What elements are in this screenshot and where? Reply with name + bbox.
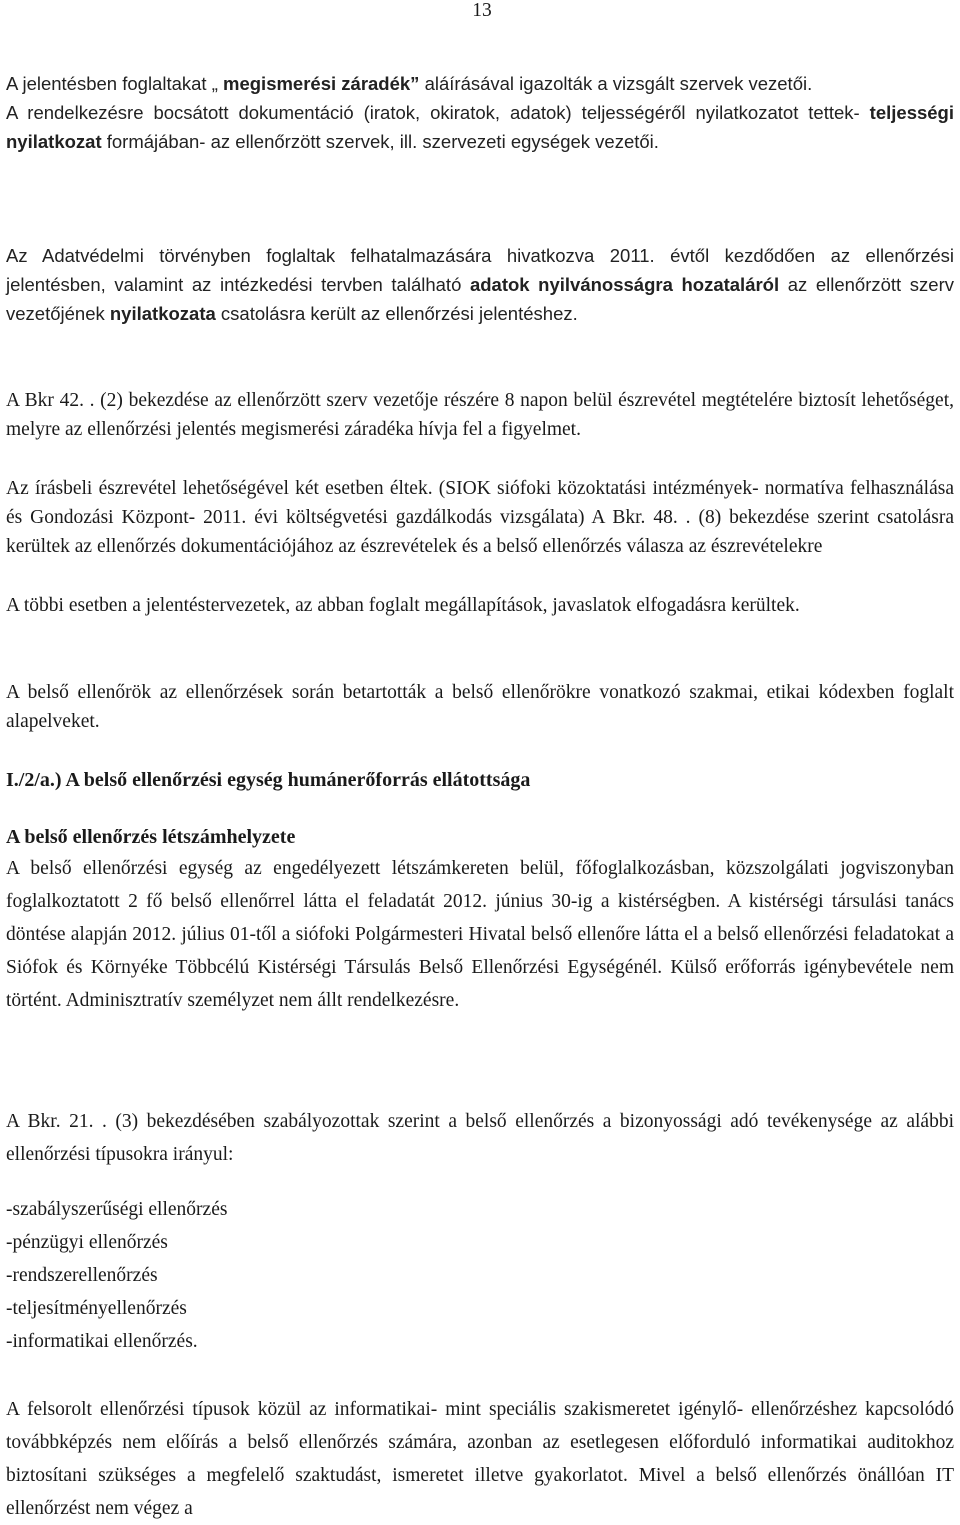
paragraph-closing-clause: A jelentésben foglaltakat „ megismerési záradék” aláírásával igazolták a vizsgált szervek vezetői. A rendelkezésre bocsátott dokumentáció (iratok, okiratok, adatok) teljességéről nyilatkozatot tettek- teljességi nyilatkozat formájában- az ellenőrzött szervek, ill. szervezeti egységek vezetői. bbox=[6, 73, 954, 152]
list-item: -szabályszerűségi ellenőrzés bbox=[6, 1199, 228, 1220]
paragraph-it-audit: A felsorolt ellenőrzési típusok közül az informatikai- mint speciális szakismeretet igénylő- ellenőrzéshez kapcsolódó továbbképzés nem előírás a belső ellenőrzés számára, azonban az esetlegesen előforduló informatikai auditokhoz biztosítani szükséges a megfelelő szaktudást, ismeretet illetve gyakorlatot. Mivel a belső ellenőrzés önállóan IT ellenőrzést nem végez a bbox=[6, 1399, 954, 1519]
audit-type-list bbox=[6, 1193, 954, 1358]
bold-term-closing-clause: megismerési záradék” bbox=[223, 73, 420, 94]
subsection-heading: A belső ellenőrzés létszámhelyzete bbox=[6, 826, 296, 848]
paragraph-ethics: A belső ellenőrök az ellenőrzések során betartották a belső ellenőrökre vonatkozó szakmai, etikai kódexben foglalt alapelveket. bbox=[6, 682, 954, 732]
list-item: -rendszerellenőrzés bbox=[6, 1265, 158, 1286]
section-heading: I./2/a.) A belső ellenőrzési egység humánerőforrás ellátottsága bbox=[6, 769, 531, 791]
bold-term-statement: nyilatkozata bbox=[109, 303, 216, 324]
page-number: 13 bbox=[472, 0, 492, 21]
list-item: -teljesítményellenőrzés bbox=[6, 1298, 187, 1319]
paragraph-written-remarks: Az írásbeli észrevétel lehetőségével két esetben éltek. (SIOK siófoki közoktatási intézmények- normatíva felhasználása és Gondozási Központ- 2011. évi költségvetési gazdálkodás vizsgálata) A Bkr. 48. . (8) bekezdése szerint csatolásra kerültek az ellenőrzés dokumentációjához az észrevételek és a belső ellenőrzés válasza az észrevételekre bbox=[6, 478, 954, 557]
paragraph-data-protection: Az Adatvédelmi törvényben foglaltak felhatalmazására hivatkozva 2011. évtől kezdődően az ellenőrzési jelentésben, valamint az intézkedési tervben található adatok nyilvánosságra hozataláról az ellenőrzött szerv vezetőjének nyilatkozata csatolásra került az ellenőrzési jelentéshez. bbox=[6, 245, 954, 324]
paragraph-other-cases: A többi esetben a jelentéstervezetek, az abban foglalt megállapítások, javaslatok elfogadásra kerültek. bbox=[6, 595, 800, 616]
list-item: -informatikai ellenőrzés. bbox=[6, 1331, 198, 1352]
bold-term-data-publication: adatok nyilvánosságra hozataláról bbox=[469, 274, 780, 295]
bold-term-completeness-statement: teljességi nyilatkozat bbox=[6, 102, 954, 152]
list-item: -pénzügyi ellenőrzés bbox=[6, 1232, 168, 1253]
paragraph-bkr-42: A Bkr 42. . (2) bekezdése az ellenőrzött szerv vezetője részére 8 napon belül észrevétel megtételére biztosít lehetőséget, melyre az ellenőrzési jelentés megismerési záradéka hívja fel a figyelmet. bbox=[6, 390, 954, 440]
paragraph-staffing: A belső ellenőrzési egység az engedélyezett létszámkereten belül, főfoglalkozásban, közszolgálati jogviszonyban foglalkoztatott 2 fő belső ellenőrrel látta el feladatát 2012. június 30-ig a kistérségben. A kistérségi társulási tanács döntése alapján 2012. július 01-től a siófoki Polgármesteri Hivatal belső ellenőre látta el a belső ellenőrzési feladatokat a Siófok és Környéke Többcélú Kistérségi Társulás Belső Ellenőrzési Egységénél. Külső erőforrás igénybevétele nem történt. Adminisztratív személyzet nem állt rendelkezésre. bbox=[6, 858, 954, 1011]
paragraph-bkr-21: A Bkr. 21. . (3) bekezdésében szabályozottak szerint a belső ellenőrzés a bizonyossági adó tevékenysége az alábbi ellenőrzési típusokra irányul: bbox=[6, 1111, 954, 1165]
